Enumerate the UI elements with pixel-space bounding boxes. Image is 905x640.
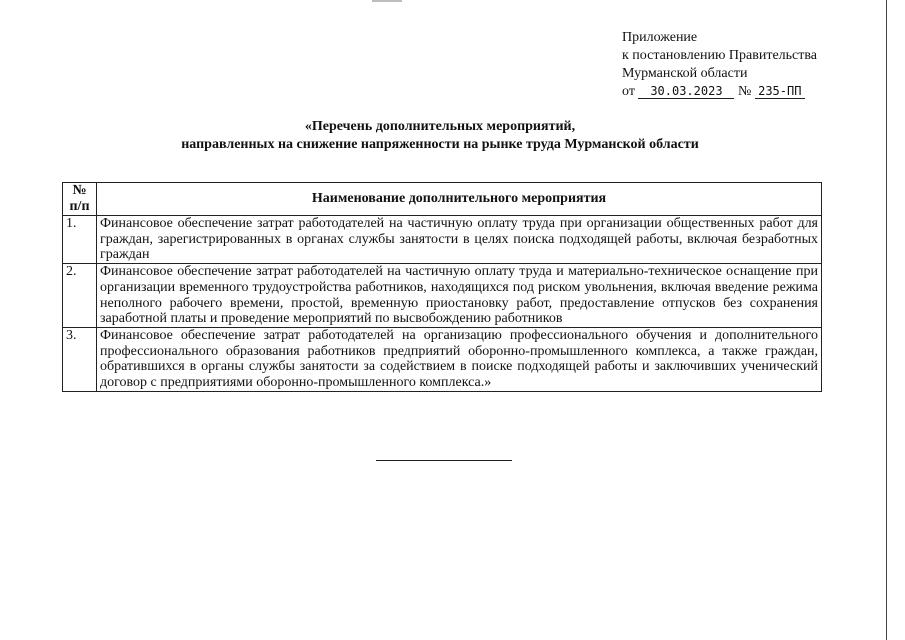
row-number: 1. xyxy=(63,216,97,264)
scan-edge-line xyxy=(886,0,887,640)
appendix-line-3: Мурманской области xyxy=(622,66,748,81)
table-row xyxy=(63,264,822,328)
row-text: Финансовое обеспечение затрат работодателей на организацию профессионального обучения и дополнительного профессионального образования работников предприятий оборонно-промышленного комплекса, а также граждан, обратившихся в органы службы занятости за содействием в поиске подходящей работы и заключивших ученический договор с предприятиями оборонно-промышленного комплекса.» xyxy=(97,327,822,391)
resolution-date: 30.03.2023 xyxy=(638,84,734,99)
row-number: 3. xyxy=(63,327,97,391)
table-header-row xyxy=(63,183,822,216)
appendix-line-2: к постановлению Правительства xyxy=(622,48,818,63)
table-row xyxy=(63,327,822,391)
measures-table xyxy=(62,182,822,392)
title-line-1: «Перечень дополнительных мероприятий, xyxy=(304,119,576,134)
row-text: Финансовое обеспечение затрат работодателей на частичную оплату труда и материально-техническое оснащение при организации временного трудоустройства работников, находящихся под риском увольнения, включая введение режима неполного рабочего времени, простой, временную приостановку работ, предоставление отпусков без сохранения заработной платы и проведение мероприятий по высвобождению работников xyxy=(97,264,822,328)
table-row xyxy=(63,216,822,264)
scan-artifact-top xyxy=(372,0,402,2)
date-prefix: от xyxy=(622,84,635,99)
document-title xyxy=(60,118,820,154)
title-line-2: направленных на снижение напряженности на рынке труда Мурманской области xyxy=(181,137,699,152)
closing-divider xyxy=(376,460,512,461)
header-number: № п/п xyxy=(63,183,97,216)
appendix-block xyxy=(622,29,817,101)
header-name: Наименование дополнительного мероприятия xyxy=(97,183,822,216)
row-text: Финансовое обеспечение затрат работодателей на частичную оплату труда при организации общественных работ для граждан, зарегистрированных в органах службы занятости в целях поиска подходящей работы, включая безработных граждан xyxy=(97,216,822,264)
number-label: № xyxy=(737,84,752,99)
appendix-date-line xyxy=(622,83,817,101)
resolution-number: 235-ПП xyxy=(755,84,805,99)
row-number: 2. xyxy=(63,264,97,328)
appendix-line-1: Приложение xyxy=(622,30,698,45)
